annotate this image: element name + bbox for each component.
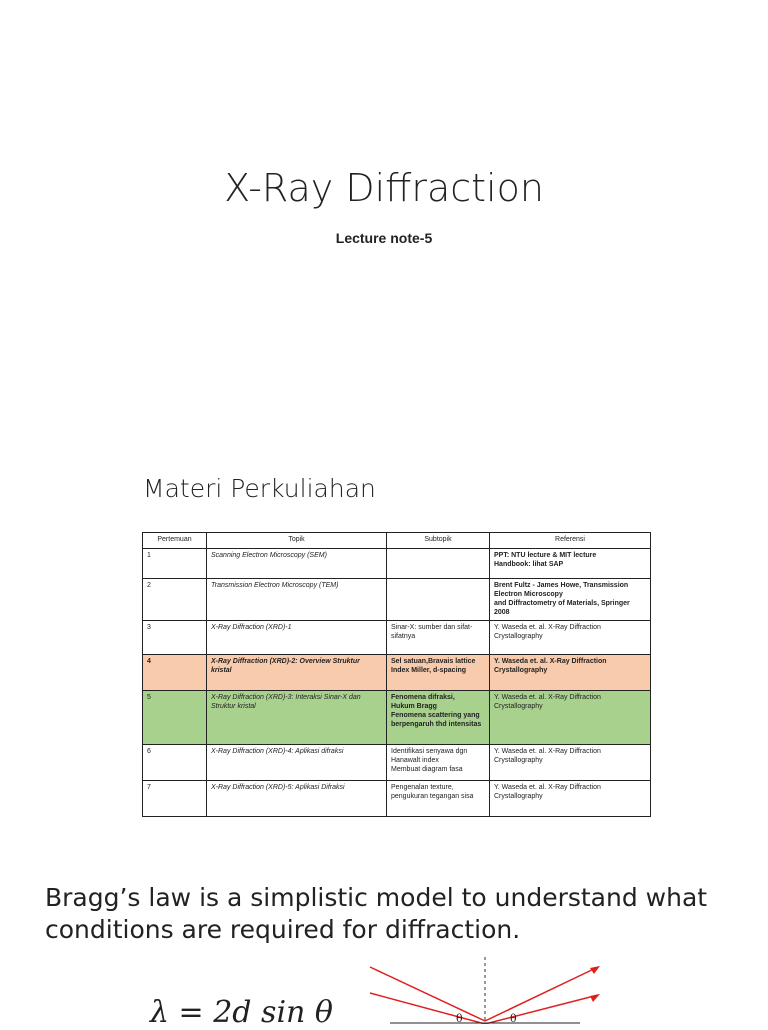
- bragg-law-description: Bragg’s law is a simplistic model to understand what conditions are required for diffraction.: [45, 883, 708, 944]
- cell-referensi: Y. Waseda et. al. X-Ray Diffraction Crystallography: [490, 691, 651, 745]
- cell-topik: X-Ray Diffraction (XRD)-4: Aplikasi difraksi: [207, 745, 387, 781]
- table-row: [143, 745, 651, 781]
- table-row: [143, 621, 651, 655]
- table-row: [143, 781, 651, 817]
- cell-subtopik: [387, 579, 490, 621]
- incident-ray-1: [370, 967, 485, 1021]
- cell-pertemuan: 6: [143, 745, 207, 781]
- cell-referensi: Y. Waseda et. al. X-Ray Diffraction Crystallography: [490, 655, 651, 691]
- header-pertemuan: Pertemuan: [143, 533, 207, 549]
- cell-subtopik: [387, 549, 490, 579]
- theta-label-right: θ: [510, 1012, 517, 1024]
- cell-subtopik: Identifikasi senyawa dgn Hanawalt index Membuat diagram fasa: [387, 745, 490, 781]
- cell-subtopik: Fenomena difraksi, Hukum Bragg Fenomena scattering yang berpengaruh thd intensitas: [387, 691, 490, 745]
- cell-topik: X-Ray Diffraction (XRD)-3: Interaksi Sinar-X dan Struktur kristal: [207, 691, 387, 745]
- table-row: [143, 691, 651, 745]
- cell-referensi: Y. Waseda et. al. X-Ray Diffraction Crystallography: [490, 621, 651, 655]
- cell-pertemuan: 5: [143, 691, 207, 745]
- header-referensi: Referensi: [490, 533, 651, 549]
- cell-subtopik: Sinar-X: sumber dan sifat-sifatnya: [387, 621, 490, 655]
- incident-ray-2: [370, 993, 485, 1024]
- cell-topik: X-Ray Diffraction (XRD)-1: [207, 621, 387, 655]
- cell-pertemuan: 1: [143, 549, 207, 579]
- cell-topik: X-Ray Diffraction (XRD)-2: Overview Struktur kristal: [207, 655, 387, 691]
- table-row: [143, 655, 651, 691]
- cell-pertemuan: 2: [143, 579, 207, 621]
- table-row: [143, 579, 651, 621]
- cell-subtopik: Sel satuan,Bravais lattice Index Miller, d-spacing: [387, 655, 490, 691]
- bragg-diffraction-diagram: [360, 955, 620, 1024]
- cell-pertemuan: 3: [143, 621, 207, 655]
- arrow-head-1: [590, 966, 600, 974]
- bragg-equation: λ = 2d sin θ: [150, 995, 333, 1030]
- diffracted-ray-2: [485, 995, 598, 1024]
- cell-referensi: PPT: NTU lecture & MIT lecture Handbook: lihat SAP: [490, 549, 651, 579]
- diffracted-ray-1: [485, 967, 598, 1021]
- cell-pertemuan: 7: [143, 781, 207, 817]
- cell-topik: Transmission Electron Microscopy (TEM): [207, 579, 387, 621]
- arrow-head-2: [590, 994, 600, 1002]
- header-topik: Topik: [207, 533, 387, 549]
- cell-topik: Scanning Electron Microscopy (SEM): [207, 549, 387, 579]
- section-heading: Materi Perkuliahan: [143, 474, 376, 503]
- theta-label-left: θ: [456, 1012, 463, 1024]
- cell-referensi: Brent Fultz - James Howe, Transmission Electron Microscopy and Diffractometry of Materials, Springer 2008: [490, 579, 651, 621]
- cell-pertemuan: 4: [143, 655, 207, 691]
- slide-title: X-Ray Diffraction: [224, 166, 544, 210]
- cell-referensi: Y. Waseda et. al. X-Ray Diffraction Crystallography: [490, 745, 651, 781]
- cell-subtopik: Pengenalan texture, pengukuran tegangan sisa: [387, 781, 490, 817]
- table-row: [143, 549, 651, 579]
- course-schedule-table: [142, 532, 651, 817]
- slide-subtitle: Lecture note-5: [335, 230, 433, 246]
- cell-referensi: Y. Waseda et. al. X-Ray Diffraction Crystallography: [490, 781, 651, 817]
- header-subtopik: Subtopik: [387, 533, 490, 549]
- cell-topik: X-Ray Diffraction (XRD)-5: Aplikasi Difraksi: [207, 781, 387, 817]
- table-header-row: [143, 533, 651, 549]
